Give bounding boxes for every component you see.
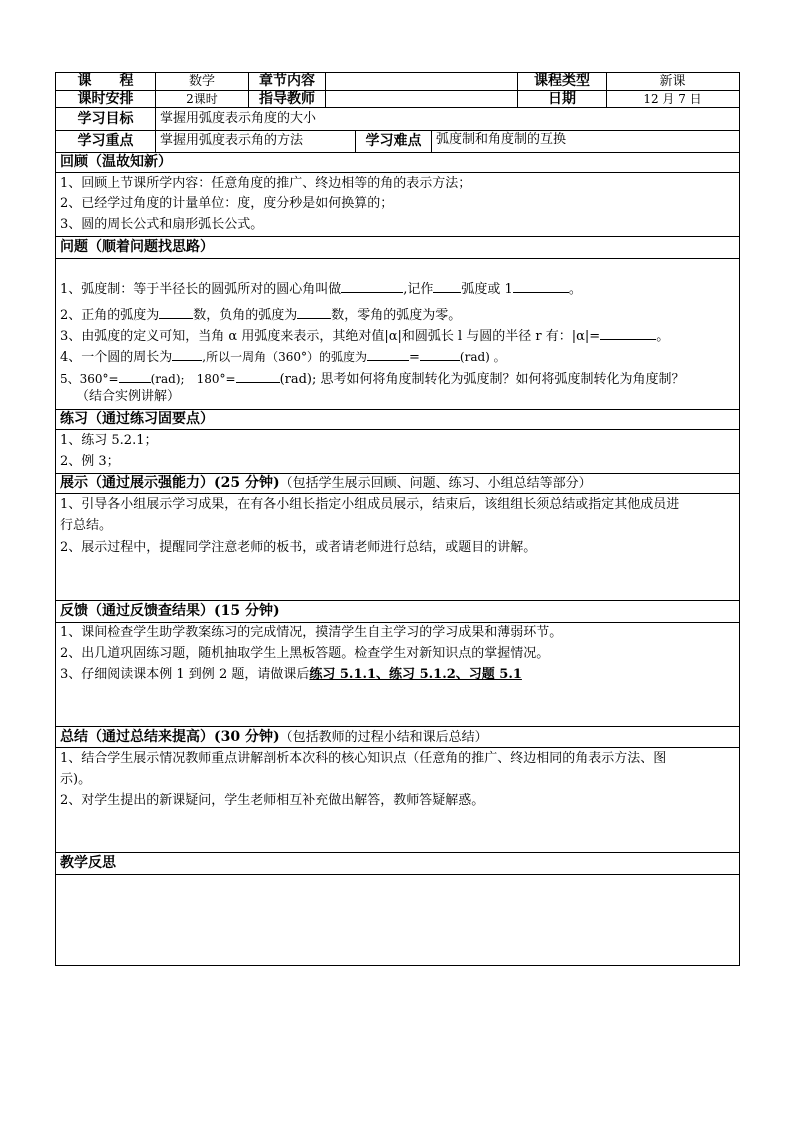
- answer-blank: [297, 306, 331, 319]
- display-line: 行总结。: [60, 518, 113, 533]
- row-divider: [55, 429, 739, 430]
- answer-blank: [420, 348, 460, 361]
- question-text: (rad); 思考如何将角度制转化为弧度制？如何将弧度制转化为角度制？: [279, 372, 685, 387]
- answer-blank: [159, 306, 193, 319]
- question-text: 数，负角的弧度为: [193, 308, 298, 323]
- chapter-label: 章节内容: [259, 73, 315, 89]
- display-heading: [60, 476, 592, 490]
- review-item: 2、已经学过角度的计量单位：度，度分秒是如何换算的；: [60, 196, 394, 211]
- question-text: ,记作: [403, 282, 434, 297]
- feedback-line-3: [60, 668, 522, 681]
- difficulty-value: 弧度制和角度制的互换: [436, 132, 567, 147]
- question-text: (rad); 180°=: [150, 372, 236, 386]
- answer-blank: [600, 327, 656, 340]
- question-text: 4、一个圆的周长为: [60, 350, 173, 365]
- col-divider: [155, 130, 156, 152]
- answer-blank: [119, 370, 151, 383]
- date-value: 12 月 7 日: [643, 92, 702, 106]
- question-text: 2、正角的弧度为: [60, 308, 160, 323]
- summary-line: 1、结合学生展示情况教师重点讲解剖析本次科的核心知识点（任意角的推广、终边相同的角表示方法、图: [60, 751, 667, 766]
- problems-title: 问题（顺着问题找思路）: [60, 239, 214, 255]
- question-5: [60, 370, 685, 386]
- practice-title: 练习（通过练习固要点）: [60, 411, 214, 427]
- hours-value: 2课时: [186, 92, 218, 106]
- goal-value: 掌握用弧度表示角度的大小: [160, 111, 317, 126]
- question-4: [60, 348, 506, 364]
- question-text: 。: [568, 282, 582, 297]
- row-divider: [55, 90, 739, 91]
- hours-label: 课时安排: [77, 91, 134, 107]
- key-value: 掌握用弧度表示角的方法: [160, 133, 304, 148]
- question-text: ,所以一周角（360°）的弧度为: [202, 350, 368, 364]
- homework-reference: 练习 5.1.1、练习 5.1.2、习题 5.1: [309, 667, 522, 682]
- col-divider: [325, 72, 326, 108]
- row-divider: [55, 236, 739, 237]
- question-text: 1、弧度制：等于半径长的圆弧所对的圆心角叫做: [60, 282, 342, 297]
- answer-blank: [341, 280, 403, 293]
- question-text: 数，零角的弧度为零。: [331, 308, 462, 323]
- row-divider: [55, 409, 739, 410]
- question-3: [60, 327, 669, 343]
- row-divider: [55, 258, 739, 259]
- row-divider: [55, 747, 739, 748]
- row-divider: [55, 874, 739, 875]
- summary-title: 总结（通过总结来提高）(30 分钟): [60, 729, 280, 745]
- key-label: 学习重点: [77, 133, 134, 149]
- date-label: 日期: [548, 91, 576, 107]
- question-text: 弧度或 1: [461, 282, 513, 297]
- feedback-title: 反馈（通过反馈查结果）(15 分钟): [60, 603, 280, 619]
- feedback-line: 1、课间检查学生助学教案练习的完成情况，摸清学生自主学习的学习成果和薄弱环节。: [60, 625, 563, 640]
- col-divider: [155, 107, 156, 130]
- display-line: 2、展示过程中，提醒同学注意老师的板书，或者请老师进行总结，或题目的讲解。: [60, 540, 537, 555]
- question-text: (rad) 。: [459, 350, 506, 364]
- review-item: 3、圆的周长公式和扇形弧长公式。: [60, 217, 264, 232]
- question-1: [60, 280, 582, 296]
- summary-note: （包括教师的过程小结和课后总结）: [279, 730, 488, 745]
- summary-line: 2、对学生提出的新课疑问，学生老师相互补充做出解答，教师答疑解惑。: [60, 793, 485, 808]
- question-text: =: [409, 350, 420, 365]
- col-divider: [431, 130, 432, 152]
- summary-line: 示)。: [60, 772, 92, 787]
- row-divider: [55, 493, 739, 494]
- difficulty-label: 学习难点: [365, 133, 422, 149]
- display-note: （包括学生展示回顾、问题、练习、小组总结等部分）: [279, 476, 592, 491]
- question-2: [60, 306, 461, 322]
- reflection-title: 教学反思: [60, 855, 116, 871]
- row-divider: [55, 473, 739, 474]
- answer-blank: [513, 280, 569, 293]
- type-value: 新课: [659, 74, 686, 89]
- goal-label: 学习目标: [77, 111, 134, 127]
- question-text: 。: [656, 329, 670, 344]
- answer-blank: [236, 370, 280, 383]
- answer-blank: [367, 348, 409, 361]
- teacher-label: 指导教师: [259, 91, 315, 107]
- row-divider: [55, 622, 739, 623]
- row-divider: [55, 726, 739, 727]
- display-line: 1、引导各小组展示学习成果，在有各小组长指定小组成员展示，结束后，该组组长须总结或指定其他成员进: [60, 497, 680, 512]
- feedback-line: 2、出几道巩固练习题，随机抽取学生上黑板答题。检查学生对新知识点的掌握情况。: [60, 646, 550, 661]
- row-divider: [55, 152, 739, 153]
- row-divider: [55, 852, 739, 853]
- feedback-text: 3、仔细阅读课本例 1 到例 2 题，请做课后: [60, 667, 310, 682]
- course-value: 数学: [188, 74, 215, 89]
- practice-item: 2、例 3；: [60, 454, 120, 469]
- answer-blank: [433, 280, 461, 293]
- row-divider: [55, 130, 739, 131]
- course-label: 课 程: [77, 73, 134, 89]
- row-divider: [55, 172, 739, 173]
- practice-item: 1、练习 5.2.1；: [60, 433, 158, 448]
- question-5-note: （结合实例讲解）: [76, 389, 181, 404]
- answer-blank: [172, 348, 202, 361]
- row-divider: [55, 600, 739, 601]
- review-item: 1、回顾上节课所学内容：任意角度的推广、终边相等的角的表示方法；: [60, 176, 472, 191]
- review-title: 回顾（温故知新）: [60, 154, 172, 170]
- question-text: 3、由弧度的定义可知，当角 α 用弧度来表示，其绝对值|α|和圆弧长 l 与圆的半径 r 有：|α|=: [60, 329, 601, 344]
- summary-heading: [60, 730, 488, 744]
- row-divider: [55, 107, 739, 108]
- question-text: 5、360°=: [60, 372, 119, 386]
- display-title: 展示（通过展示强能力）(25 分钟): [60, 475, 280, 491]
- type-label: 课程类型: [534, 73, 590, 89]
